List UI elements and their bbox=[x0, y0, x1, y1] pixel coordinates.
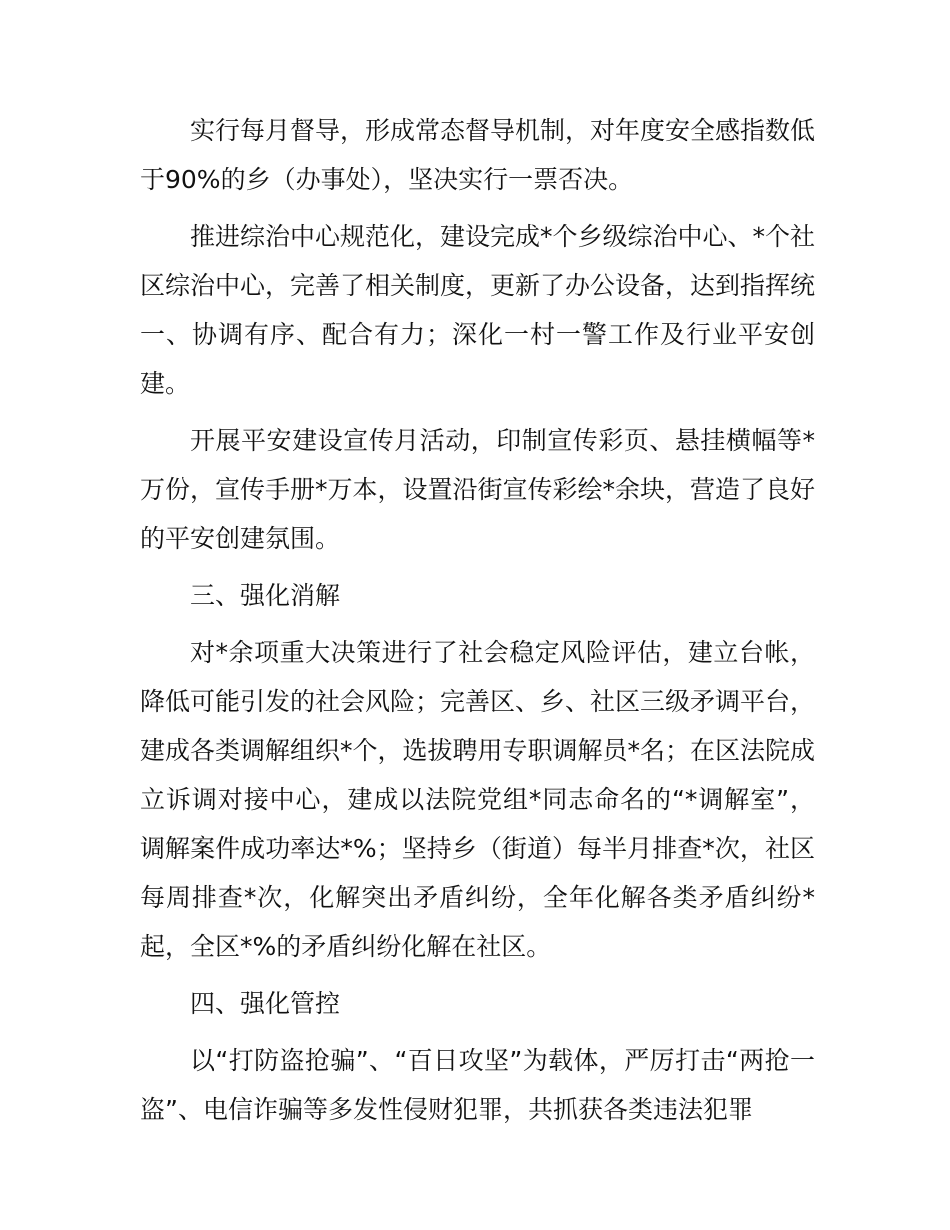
paragraph-comprehensive-center: 推进综治中心规范化，建设完成*个乡级综治中心、*个社区综治中心，完善了相关制度，更新了办公设备，达到指挥统一、协调有序、配合有力；深化一村一警工作及行业平安创建。 bbox=[140, 222, 816, 398]
paragraph-risk-assessment: 对*余项重大决策进行了社会稳定风险评估，建立台帐，降低可能引发的社会风险；完善区、乡、社区三级矛调平台，建成各类调解组织*个，选拔聘用专职调解员*名；在区法院成立诉调对接中心，建成以法院党组*同志命名的“*调解室”，调解案件成功率达*%；坚持乡（街道）每半月排查*次，社区每周排查*次，化解突出矛盾纠纷，全年化解各类矛盾纠纷*起，全区*%的矛盾纠纷化解在社区。 bbox=[140, 638, 816, 961]
paragraph-crime-crackdown: 以“打防盗抢骗”、“百日攻坚”为载体，严厉打击“两抢一盗”、电信诈骗等多发性侵财犯罪，共抓获各类违法犯罪 bbox=[140, 1046, 815, 1124]
document-body bbox=[140, 106, 815, 1142]
paragraph-supervision: 实行每月督导，形成常态督导机制，对年度安全感指数低于90%的乡（办事处），坚决实行一票否决。 bbox=[140, 116, 816, 194]
section-heading-resolution: 三、强化消解 bbox=[190, 581, 341, 610]
section-heading-control: 四、强化管控 bbox=[190, 989, 341, 1018]
paragraph-publicity-month: 开展平安建设宣传月活动，印制宣传彩页、悬挂横幅等*万份，宣传手册*万本，设置沿街宣传彩绘*余块，营造了良好的平安创建氛围。 bbox=[140, 426, 816, 553]
